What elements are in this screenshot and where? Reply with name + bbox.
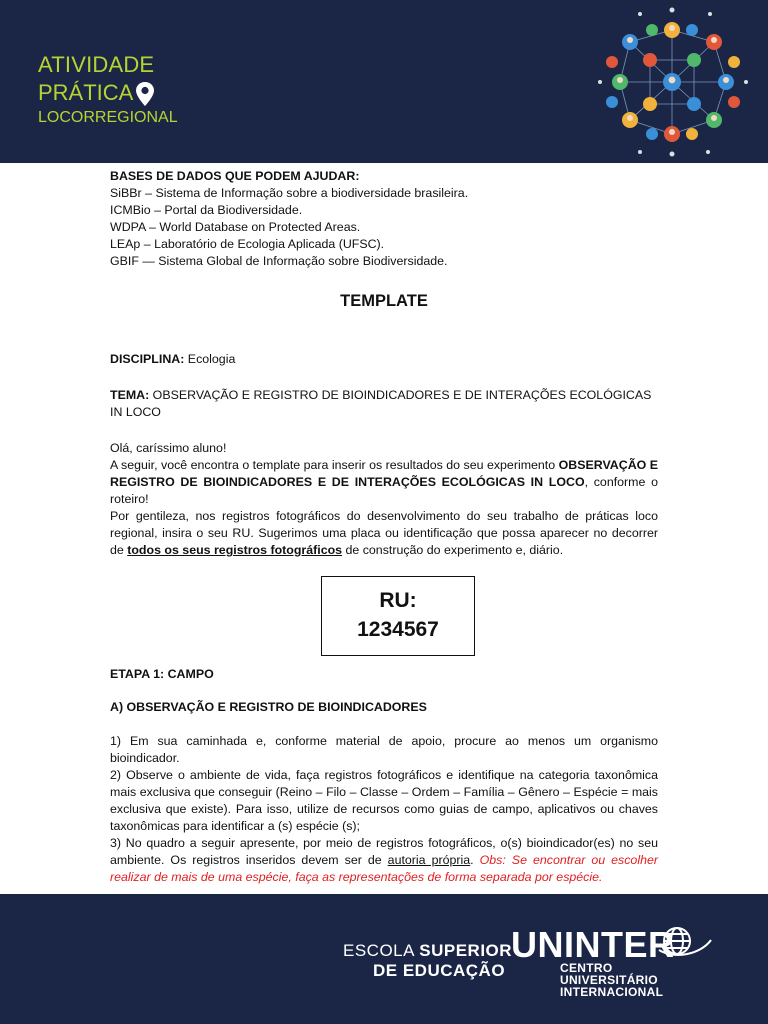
people-network-illustration xyxy=(590,2,755,160)
step-1: 1) Em sua caminhada e, conforme material de apoio, procure ao menos um organismo bioindicador. xyxy=(110,734,658,765)
database-item: SiBBr – Sistema de Informação sobre a biodiversidade brasileira. xyxy=(110,186,469,200)
database-item: ICMBio – Portal da Biodiversidade. xyxy=(110,203,303,217)
step-2: 2) Observe o ambiente de vida, faça registros fotográficos e identifique na categoria taxonômica mais exclusiva que conseguir (Reino – Filo – Classe – Ordem – Família – Gênero – Espécie = mais exclusiva que existe). Para isso, utilize de recursos como guias de campo, aplicativos ou chaves taxonômicas para identificar a (s) espécie (s); xyxy=(110,768,658,833)
step-3-text: 3) No quadro a seguir apresente, por meio de registros fotográficos, o(s) bioindicador(es) no seu ambiente. Os registros inseridos devem ser de xyxy=(110,836,658,867)
header-title-pratica: PRÁTICA xyxy=(38,80,134,105)
databases-section xyxy=(110,168,658,270)
intro-p1-end: , conforme o roteiro! xyxy=(110,475,658,506)
database-item: GBIF — Sistema Global de Informação sobre Biodiversidade. xyxy=(110,254,448,268)
step-3-end: . xyxy=(470,853,480,867)
experiment-title: OBSERVAÇÃO E REGISTRO DE BIOINDICADORES E DE INTERAÇÕES ECOLÓGICAS IN LOCO xyxy=(110,458,658,489)
ru-label: RU: xyxy=(379,589,417,612)
internacional-line: INTERNACIONAL xyxy=(560,985,664,999)
greeting: Olá, caríssimo aluno! xyxy=(110,441,227,455)
own-authorship: autoria própria xyxy=(387,853,471,867)
disciplina-label: DISCIPLINA: xyxy=(110,352,185,366)
photo-records-emphasis: todos os seus registros fotográficos xyxy=(127,543,343,557)
escola-line-1 xyxy=(343,941,512,961)
superior-word: SUPERIOR xyxy=(419,941,513,960)
header-title-locorregional: LOCORREGIONAL xyxy=(38,109,178,126)
databases-heading: BASES DE DADOS QUE PODEM AJUDAR: xyxy=(110,169,360,183)
centro-line: CENTRO xyxy=(560,961,613,975)
ru-value: 1234567 xyxy=(357,618,439,641)
page-footer xyxy=(0,894,768,1024)
step-3 xyxy=(110,835,658,886)
section-a-heading: A) OBSERVAÇÃO E REGISTRO DE BIOINDICADORES xyxy=(110,700,427,714)
globe-logo-icon xyxy=(657,924,713,964)
uninter-logo-text: UNINTER xyxy=(511,924,675,965)
ru-box xyxy=(321,576,475,656)
intro-section xyxy=(110,440,658,559)
disciplina-value: Ecologia xyxy=(184,352,236,366)
escola-line-2: DE EDUCAÇÃO xyxy=(373,961,506,980)
template-title: TEMPLATE xyxy=(340,292,428,310)
steps-section xyxy=(110,733,658,886)
intro-paragraph-2 xyxy=(110,508,658,559)
obs-note: Obs: Se encontrar ou escolher realizar de mais de uma espécie, faça as representações de forma separada por espécie. xyxy=(110,853,658,884)
disciplina-line xyxy=(110,351,658,368)
etapa-1-heading: ETAPA 1: CAMPO xyxy=(110,667,214,681)
tema-label: TEMA: xyxy=(110,388,150,402)
header-title-atividade: ATIVIDADE xyxy=(38,52,155,77)
intro-paragraph-1 xyxy=(110,457,658,508)
centro-universitario-text xyxy=(560,962,663,998)
universitario-line: UNIVERSITÁRIO xyxy=(560,973,658,987)
location-pin-icon xyxy=(134,81,156,107)
escola-word: ESCOLA xyxy=(343,941,420,960)
intro-p2-text: Por gentileza, nos registros fotográficos do desenvolvimento do seu trabalho de práticas loco regional, insira o seu RU. Sugerimos uma placa ou identificação que possa aparecer no decorrer de xyxy=(110,509,658,557)
intro-p2-end: de construção do experimento e, diário. xyxy=(342,543,564,557)
database-item: WDPA – World Database on Protected Areas. xyxy=(110,220,361,234)
tema-value: OBSERVAÇÃO E REGISTRO DE BIOINDICADORES E DE INTERAÇÕES ECOLÓGICAS IN LOCO xyxy=(110,388,652,419)
intro-p1-text: A seguir, você encontra o template para inserir os resultados do seu experimento xyxy=(110,458,559,472)
page-header xyxy=(0,0,768,163)
database-item: LEAp – Laboratório de Ecologia Aplicada (UFSC). xyxy=(110,237,385,251)
tema-line xyxy=(110,387,658,421)
